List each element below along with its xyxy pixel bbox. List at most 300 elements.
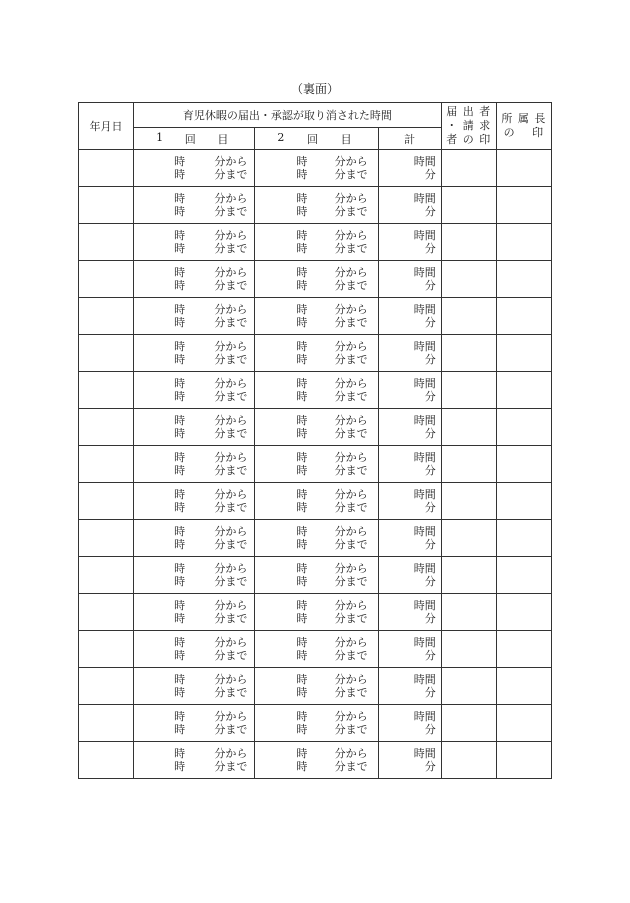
second-time-cell[interactable]: [255, 557, 378, 594]
notifier-stamp-cell[interactable]: [441, 335, 496, 372]
total-cell[interactable]: [378, 668, 441, 705]
date-header: 年月日: [79, 103, 134, 150]
date-cell[interactable]: [79, 557, 134, 594]
total-cell[interactable]: [378, 298, 441, 335]
hour-label: 時: [174, 525, 186, 538]
min-from-label: 分から: [334, 266, 368, 279]
manager-stamp-cell[interactable]: [496, 705, 551, 742]
min-from-label: 分から: [214, 562, 248, 575]
min-from-label: 分から: [214, 266, 248, 279]
min-to-label: 分まで: [214, 168, 248, 181]
min-from-label: 分から: [214, 340, 248, 353]
manager-stamp-cell[interactable]: [496, 594, 551, 631]
notifier-stamp-cell[interactable]: [441, 705, 496, 742]
second-time-cell[interactable]: [255, 150, 378, 187]
min-to-label: 分まで: [334, 464, 368, 477]
total-cell[interactable]: [378, 150, 441, 187]
table-row: [79, 705, 552, 742]
hour-label: 時: [174, 155, 186, 168]
hour-label: 時: [174, 266, 186, 279]
notifier-stamp-cell[interactable]: [441, 224, 496, 261]
first-time-cell[interactable]: [134, 742, 255, 779]
table-row: [79, 631, 552, 668]
manager-stamp-cell[interactable]: [496, 150, 551, 187]
date-cell[interactable]: [79, 298, 134, 335]
hour-label: 時: [296, 242, 308, 255]
table-row: [79, 668, 552, 705]
second-time-cell[interactable]: [255, 446, 378, 483]
first-me: 目: [217, 132, 229, 146]
min-to-label: 分まで: [334, 612, 368, 625]
hour-label: 時: [296, 303, 308, 316]
min-to-label: 分まで: [214, 242, 248, 255]
notifier-stamp-cell[interactable]: [441, 409, 496, 446]
first-time-cell[interactable]: [134, 224, 255, 261]
second-time-cell[interactable]: [255, 594, 378, 631]
hour-label: 時: [296, 451, 308, 464]
hour-label: 時: [296, 525, 308, 538]
hour-label: 時: [174, 538, 186, 551]
first-time-cell[interactable]: [134, 335, 255, 372]
min-from-label: 分から: [214, 710, 248, 723]
min-from-label: 分から: [214, 488, 248, 501]
total-min-label: 分: [424, 501, 436, 514]
notifier-stamp-line-3: 者 の 印: [446, 133, 492, 146]
second-time-cell[interactable]: [255, 409, 378, 446]
hour-label: 時: [174, 316, 186, 329]
manager-stamp-cell[interactable]: [496, 409, 551, 446]
min-to-label: 分まで: [334, 353, 368, 366]
hour-label: 時: [296, 710, 308, 723]
total-min-label: 分: [424, 612, 436, 625]
min-to-label: 分まで: [334, 205, 368, 218]
hour-label: 時: [296, 427, 308, 440]
total-hours-label: 時間: [413, 414, 436, 427]
min-from-label: 分から: [334, 747, 368, 760]
table-row: [79, 742, 552, 779]
second-me: 目: [340, 132, 352, 146]
total-min-label: 分: [424, 279, 436, 292]
total-cell[interactable]: [378, 409, 441, 446]
hour-label: 時: [174, 390, 186, 403]
hour-label: 時: [174, 427, 186, 440]
hour-label: 時: [174, 612, 186, 625]
hour-label: 時: [174, 279, 186, 292]
total-hours-label: 時間: [413, 599, 436, 612]
total-hours-label: 時間: [413, 229, 436, 242]
second-time-cell[interactable]: [255, 668, 378, 705]
total-cell[interactable]: [378, 520, 441, 557]
manager-stamp-cell[interactable]: [496, 483, 551, 520]
second-time-cell[interactable]: [255, 224, 378, 261]
min-to-label: 分まで: [334, 649, 368, 662]
min-from-label: 分から: [214, 377, 248, 390]
min-to-label: 分まで: [214, 575, 248, 588]
date-cell[interactable]: [79, 594, 134, 631]
date-cell[interactable]: [79, 150, 134, 187]
table-row: [79, 335, 552, 372]
min-from-label: 分から: [334, 710, 368, 723]
hour-label: 時: [174, 488, 186, 501]
notifier-stamp-cell[interactable]: [441, 668, 496, 705]
min-from-label: 分から: [214, 414, 248, 427]
total-cell[interactable]: [378, 705, 441, 742]
table-row: [79, 150, 552, 187]
total-hours-label: 時間: [413, 673, 436, 686]
hour-label: 時: [174, 686, 186, 699]
min-to-label: 分まで: [214, 464, 248, 477]
table-row: [79, 594, 552, 631]
hour-label: 時: [296, 649, 308, 662]
min-from-label: 分から: [334, 673, 368, 686]
manager-stamp-cell[interactable]: [496, 372, 551, 409]
cancelled-time-header: 育児休暇の届出・承認が取り消された時間: [134, 103, 442, 128]
notifier-stamp-cell[interactable]: [441, 557, 496, 594]
total-hours-label: 時間: [413, 377, 436, 390]
first-time-header: [134, 128, 255, 150]
second-time-cell[interactable]: [255, 742, 378, 779]
min-from-label: 分から: [334, 303, 368, 316]
first-time-cell[interactable]: [134, 261, 255, 298]
total-min-label: 分: [424, 205, 436, 218]
table-row: [79, 224, 552, 261]
min-to-label: 分まで: [334, 501, 368, 514]
min-to-label: 分まで: [214, 612, 248, 625]
manager-stamp-cell[interactable]: [496, 187, 551, 224]
total-cell[interactable]: [378, 594, 441, 631]
notifier-stamp-cell[interactable]: [441, 631, 496, 668]
manager-stamp-line-2: の 印: [503, 126, 545, 139]
hour-label: 時: [174, 168, 186, 181]
total-min-label: 分: [424, 464, 436, 477]
total-hours-label: 時間: [413, 636, 436, 649]
total-hours-label: 時間: [413, 488, 436, 501]
hour-label: 時: [296, 575, 308, 588]
hour-label: 時: [174, 562, 186, 575]
hour-label: 時: [174, 205, 186, 218]
notifier-stamp-cell[interactable]: [441, 187, 496, 224]
hour-label: 時: [296, 353, 308, 366]
min-from-label: 分から: [334, 599, 368, 612]
notifier-stamp-cell[interactable]: [441, 298, 496, 335]
total-cell[interactable]: [378, 261, 441, 298]
hour-label: 時: [174, 723, 186, 736]
first-kai: 回: [184, 132, 196, 146]
hour-label: 時: [174, 710, 186, 723]
total-min-label: 分: [424, 686, 436, 699]
second-time-cell[interactable]: [255, 187, 378, 224]
hour-label: 時: [296, 562, 308, 575]
total-hours-label: 時間: [413, 155, 436, 168]
manager-stamp-cell[interactable]: [496, 446, 551, 483]
total-min-label: 分: [424, 538, 436, 551]
hour-label: 時: [296, 390, 308, 403]
min-from-label: 分から: [334, 562, 368, 575]
hour-label: 時: [174, 575, 186, 588]
notifier-stamp-header: [441, 103, 496, 150]
date-cell[interactable]: [79, 409, 134, 446]
total-cell[interactable]: [378, 187, 441, 224]
min-to-label: 分まで: [214, 316, 248, 329]
total-cell[interactable]: [378, 335, 441, 372]
first-time-cell[interactable]: [134, 187, 255, 224]
total-min-label: 分: [424, 353, 436, 366]
total-hours-label: 時間: [413, 710, 436, 723]
min-from-label: 分から: [214, 229, 248, 242]
total-min-label: 分: [424, 575, 436, 588]
first-time-cell[interactable]: [134, 668, 255, 705]
manager-stamp-cell[interactable]: [496, 631, 551, 668]
table-row: [79, 409, 552, 446]
total-cell[interactable]: [378, 483, 441, 520]
hour-label: 時: [296, 723, 308, 736]
first-time-cell[interactable]: [134, 520, 255, 557]
notifier-stamp-cell[interactable]: [441, 520, 496, 557]
hour-label: 時: [296, 414, 308, 427]
total-cell[interactable]: [378, 742, 441, 779]
first-time-cell[interactable]: [134, 631, 255, 668]
min-to-label: 分まで: [334, 575, 368, 588]
first-time-cell[interactable]: [134, 483, 255, 520]
total-cell[interactable]: [378, 557, 441, 594]
manager-stamp-cell[interactable]: [496, 668, 551, 705]
hour-label: 時: [174, 242, 186, 255]
notifier-stamp-cell[interactable]: [441, 742, 496, 779]
hour-label: 時: [296, 760, 308, 773]
first-time-cell[interactable]: [134, 705, 255, 742]
total-cell[interactable]: [378, 446, 441, 483]
table-row: [79, 483, 552, 520]
page-side-label: （裏面）: [290, 82, 339, 96]
first-num: 1: [156, 130, 164, 144]
date-cell[interactable]: [79, 335, 134, 372]
hour-label: 時: [174, 636, 186, 649]
total-cell[interactable]: [378, 372, 441, 409]
min-from-label: 分から: [214, 747, 248, 760]
min-to-label: 分まで: [334, 390, 368, 403]
second-time-cell[interactable]: [255, 298, 378, 335]
min-to-label: 分まで: [214, 205, 248, 218]
hour-label: 時: [296, 279, 308, 292]
hour-label: 時: [174, 340, 186, 353]
total-hours-label: 時間: [413, 525, 436, 538]
total-cell[interactable]: [378, 224, 441, 261]
min-from-label: 分から: [334, 451, 368, 464]
total-hours-label: 時間: [413, 562, 436, 575]
notifier-stamp-cell[interactable]: [441, 372, 496, 409]
min-from-label: 分から: [334, 229, 368, 242]
first-time-cell[interactable]: [134, 594, 255, 631]
hour-label: 時: [296, 205, 308, 218]
notifier-stamp-cell[interactable]: [441, 261, 496, 298]
date-cell[interactable]: [79, 520, 134, 557]
hour-label: 時: [296, 488, 308, 501]
manager-stamp-cell[interactable]: [496, 742, 551, 779]
min-from-label: 分から: [334, 525, 368, 538]
manager-stamp-cell[interactable]: [496, 557, 551, 594]
hour-label: 時: [174, 464, 186, 477]
hour-label: 時: [296, 673, 308, 686]
total-hours-label: 時間: [413, 340, 436, 353]
notifier-stamp-cell[interactable]: [441, 150, 496, 187]
second-time-cell[interactable]: [255, 520, 378, 557]
date-cell[interactable]: [79, 483, 134, 520]
date-cell[interactable]: [79, 446, 134, 483]
min-to-label: 分まで: [214, 279, 248, 292]
min-to-label: 分まで: [334, 760, 368, 773]
hour-label: 時: [296, 636, 308, 649]
hour-label: 時: [174, 760, 186, 773]
min-to-label: 分まで: [334, 316, 368, 329]
table-row: [79, 520, 552, 557]
second-time-cell[interactable]: [255, 261, 378, 298]
first-time-cell[interactable]: [134, 557, 255, 594]
hour-label: 時: [296, 377, 308, 390]
first-time-cell[interactable]: [134, 150, 255, 187]
table-row: [79, 557, 552, 594]
hour-label: 時: [174, 414, 186, 427]
date-cell[interactable]: [79, 668, 134, 705]
min-to-label: 分まで: [334, 723, 368, 736]
min-to-label: 分まで: [334, 279, 368, 292]
min-from-label: 分から: [334, 340, 368, 353]
table-row: [79, 187, 552, 224]
manager-stamp-header: [496, 103, 551, 150]
hour-label: 時: [174, 192, 186, 205]
first-time-cell[interactable]: [134, 409, 255, 446]
min-to-label: 分まで: [214, 538, 248, 551]
min-from-label: 分から: [214, 636, 248, 649]
first-time-cell[interactable]: [134, 298, 255, 335]
manager-stamp-cell[interactable]: [496, 520, 551, 557]
manager-stamp-cell[interactable]: [496, 335, 551, 372]
total-hours-label: 時間: [413, 303, 436, 316]
hour-label: 時: [174, 673, 186, 686]
second-time-cell[interactable]: [255, 372, 378, 409]
min-from-label: 分から: [334, 192, 368, 205]
hour-label: 時: [296, 464, 308, 477]
total-min-label: 分: [424, 649, 436, 662]
hour-label: 時: [296, 612, 308, 625]
min-to-label: 分まで: [214, 427, 248, 440]
total-min-label: 分: [424, 723, 436, 736]
min-to-label: 分まで: [214, 353, 248, 366]
first-time-cell[interactable]: [134, 446, 255, 483]
min-from-label: 分から: [214, 525, 248, 538]
total-min-label: 分: [424, 168, 436, 181]
hour-label: 時: [296, 747, 308, 760]
second-time-header: [255, 128, 378, 150]
date-cell[interactable]: [79, 261, 134, 298]
hour-label: 時: [296, 686, 308, 699]
min-to-label: 分まで: [334, 427, 368, 440]
total-min-label: 分: [424, 242, 436, 255]
min-from-label: 分から: [334, 414, 368, 427]
manager-stamp-line-1: 所 属 長: [501, 112, 547, 125]
hour-label: 時: [296, 538, 308, 551]
hour-label: 時: [296, 266, 308, 279]
second-time-cell[interactable]: [255, 705, 378, 742]
min-from-label: 分から: [334, 377, 368, 390]
min-to-label: 分まで: [214, 723, 248, 736]
hour-label: 時: [174, 747, 186, 760]
cancellation-record-table: [78, 102, 552, 779]
hour-label: 時: [296, 340, 308, 353]
total-min-label: 分: [424, 760, 436, 773]
date-cell[interactable]: [79, 631, 134, 668]
hour-label: 時: [174, 229, 186, 242]
min-to-label: 分まで: [214, 649, 248, 662]
date-cell[interactable]: [79, 224, 134, 261]
manager-stamp-cell[interactable]: [496, 261, 551, 298]
hour-label: 時: [174, 451, 186, 464]
hour-label: 時: [296, 316, 308, 329]
date-cell[interactable]: [79, 187, 134, 224]
min-from-label: 分から: [214, 155, 248, 168]
hour-label: 時: [296, 501, 308, 514]
first-time-cell[interactable]: [134, 372, 255, 409]
total-hours-label: 時間: [413, 451, 436, 464]
min-from-label: 分から: [334, 488, 368, 501]
hour-label: 時: [174, 649, 186, 662]
hour-label: 時: [296, 229, 308, 242]
hour-label: 時: [296, 599, 308, 612]
hour-label: 時: [174, 501, 186, 514]
manager-stamp-cell[interactable]: [496, 298, 551, 335]
notifier-stamp-cell[interactable]: [441, 594, 496, 631]
table-row: [79, 298, 552, 335]
min-to-label: 分まで: [334, 168, 368, 181]
hour-label: 時: [296, 192, 308, 205]
second-time-cell[interactable]: [255, 483, 378, 520]
manager-stamp-cell[interactable]: [496, 224, 551, 261]
total-min-label: 分: [424, 316, 436, 329]
hour-label: 時: [174, 599, 186, 612]
min-from-label: 分から: [334, 636, 368, 649]
min-to-label: 分まで: [334, 686, 368, 699]
second-num: 2: [277, 130, 285, 144]
second-kai: 回: [306, 132, 318, 146]
total-hours-label: 時間: [413, 192, 436, 205]
notifier-stamp-cell[interactable]: [441, 483, 496, 520]
min-to-label: 分まで: [214, 390, 248, 403]
total-min-label: 分: [424, 427, 436, 440]
min-from-label: 分から: [214, 599, 248, 612]
hour-label: 時: [296, 168, 308, 181]
hour-label: 時: [296, 155, 308, 168]
table-row: [79, 446, 552, 483]
second-time-cell[interactable]: [255, 631, 378, 668]
min-from-label: 分から: [214, 303, 248, 316]
date-cell[interactable]: [79, 705, 134, 742]
total-hours-label: 時間: [413, 266, 436, 279]
min-from-label: 分から: [214, 451, 248, 464]
min-to-label: 分まで: [214, 686, 248, 699]
hour-label: 時: [174, 303, 186, 316]
min-from-label: 分から: [334, 155, 368, 168]
notifier-stamp-line-2: ・ 請 求: [446, 119, 492, 132]
date-cell[interactable]: [79, 372, 134, 409]
notifier-stamp-cell[interactable]: [441, 446, 496, 483]
second-time-cell[interactable]: [255, 335, 378, 372]
min-to-label: 分まで: [334, 242, 368, 255]
date-cell[interactable]: [79, 742, 134, 779]
min-from-label: 分から: [214, 673, 248, 686]
min-to-label: 分まで: [334, 538, 368, 551]
total-cell[interactable]: [378, 631, 441, 668]
table-row: [79, 372, 552, 409]
min-from-label: 分から: [214, 192, 248, 205]
